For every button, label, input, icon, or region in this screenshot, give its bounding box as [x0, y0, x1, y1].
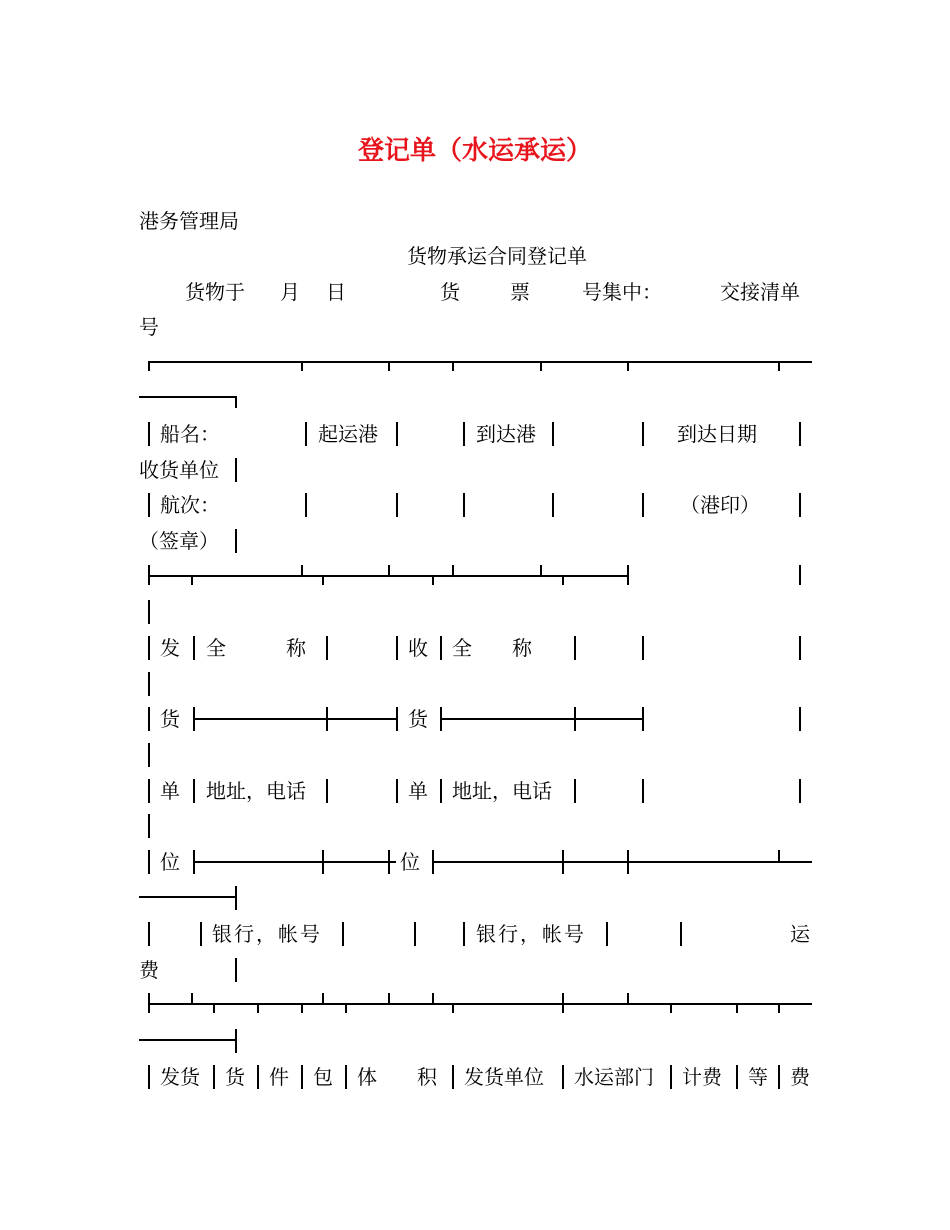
intro-hao: 号 — [139, 315, 159, 339]
port-seal-label: （港印） — [680, 493, 760, 517]
receiver-bank-account-label: 银行，帐号 — [476, 922, 586, 946]
receiver-shou-label: 收 — [408, 636, 428, 660]
sender-wei-label: 位 — [160, 850, 180, 874]
origin-port-label: 起运港 — [318, 422, 378, 446]
col-shipper-unit: 发货单位 — [464, 1065, 544, 1089]
intro-handover-list: 交接清单 — [720, 280, 800, 304]
col-package: 包 — [313, 1065, 333, 1089]
intro-hao-jizhong: 号集中： — [582, 280, 662, 304]
sender-dan-label: 单 — [160, 779, 180, 803]
sender-bank-account-label: 银行，帐号 — [212, 922, 322, 946]
destination-port-label: 到达港 — [476, 422, 536, 446]
authority-name: 港务管理局 — [139, 209, 239, 233]
arrival-date-label: 到达日期 — [677, 422, 757, 446]
sender-huo-label: 货 — [160, 707, 180, 731]
freight-fei-label: 费 — [139, 958, 159, 982]
col-volume: 体 积 — [357, 1065, 437, 1089]
freight-yun-label: 运 — [790, 922, 810, 946]
intro-goods-at: 货物于 — [185, 280, 245, 304]
form-title: 货物承运合同登记单 — [407, 244, 587, 268]
receiver-address-phone-label: 地址，电话 — [452, 779, 552, 803]
receiver-full-name-label: 全 称 — [452, 636, 532, 660]
col-pieces: 件 — [269, 1065, 289, 1089]
signature-label: （签章） — [139, 529, 219, 553]
sender-full-name-label: 全 称 — [206, 636, 306, 660]
sender-address-phone-label: 地址，电话 — [206, 779, 306, 803]
consignee-unit-label: 收货单位 — [139, 458, 219, 482]
receiver-dan-label: 单 — [408, 779, 428, 803]
ship-name-label: 船名： — [160, 422, 220, 446]
document-title: 登记单（水运承运） — [357, 136, 592, 166]
col-billing: 计费 — [682, 1065, 722, 1089]
col-water-dept: 水运部门 — [574, 1065, 654, 1089]
col-shipping: 发货 — [160, 1065, 200, 1089]
col-grade: 等 — [748, 1065, 768, 1089]
receiver-huo-label: 货 — [408, 707, 428, 731]
intro-day: 日 — [326, 280, 346, 304]
col-goods: 货 — [225, 1065, 245, 1089]
intro-huo: 货 — [440, 280, 460, 304]
sender-fa-label: 发 — [160, 636, 180, 660]
intro-month: 月 — [280, 280, 300, 304]
receiver-wei-label: 位 — [400, 850, 420, 874]
intro-piao: 票 — [510, 280, 530, 304]
voyage-label: 航次： — [160, 493, 220, 517]
col-fee: 费 — [790, 1065, 810, 1089]
